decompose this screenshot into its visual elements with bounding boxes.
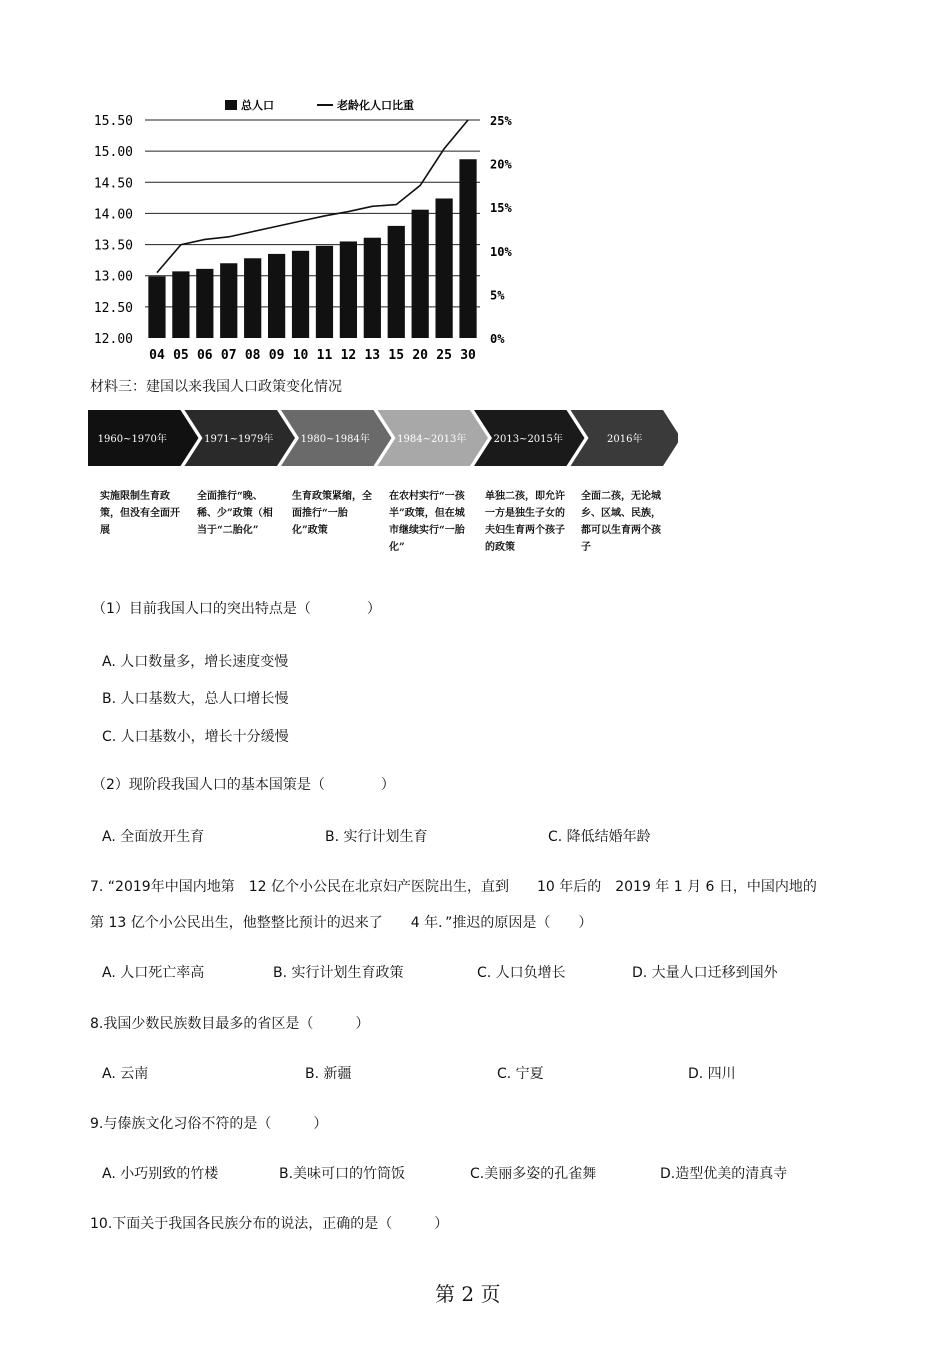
q10-stem: 10.下面关于我国各民族分布的说法，正确的是（ ） — [90, 1216, 449, 1232]
bar — [292, 251, 309, 338]
x-tick-label: 13 — [364, 348, 381, 363]
policy-timeline — [88, 410, 678, 470]
q9-option-a[interactable]: A. 小巧别致的竹楼 — [102, 1166, 219, 1182]
q1-option-a[interactable]: A. 人口数量多，增长速度变慢 — [102, 654, 289, 670]
q2-option-a[interactable]: A. 全面放开生育 — [102, 829, 205, 845]
timeline-desc-2: 全面推行“晚、稀、少”政策（相当于“二胎化” — [197, 491, 273, 536]
q9-option-c[interactable]: C.美丽多姿的孔雀舞 — [470, 1166, 597, 1182]
y-tick-label: 14.50 — [93, 176, 133, 192]
q2-option-c[interactable]: C. 降低结婚年龄 — [548, 829, 651, 845]
timeline-desc-3: 生育政策紧缩，全面推行“一胎化”政策 — [292, 491, 372, 536]
x-tick-label: 05 — [173, 348, 189, 363]
y-tick-label: 13.00 — [93, 269, 133, 285]
x-tick-label: 25 — [436, 348, 452, 363]
x-tick-label: 15 — [388, 348, 405, 363]
x-tick-label: 07 — [220, 348, 237, 363]
y-tick-label: 14.00 — [93, 207, 133, 223]
q1-stem: （1）目前我国人口的突出特点是（ ） — [92, 601, 381, 617]
q8-option-d[interactable]: D. 四川 — [688, 1066, 736, 1082]
bar — [148, 276, 165, 338]
timeline-period-label: 2016年 — [607, 434, 643, 445]
y-tick-label: 15.00 — [93, 145, 133, 161]
timeline-desc-6: 全面二孩，无论城乡、区域、民族，都可以生育两个孩子 — [581, 491, 661, 553]
x-tick-label: 20 — [412, 348, 429, 363]
q7-option-c[interactable]: C. 人口负增长 — [477, 965, 566, 981]
bar — [220, 263, 237, 338]
bar — [459, 159, 476, 338]
legend-bar-swatch — [225, 100, 237, 110]
y-tick-label: 12.00 — [93, 332, 133, 347]
y2-tick-label: 15% — [490, 201, 512, 216]
q8-option-a[interactable]: A. 云南 — [102, 1066, 149, 1082]
y2-tick-label: 0% — [490, 332, 505, 346]
q7-option-a[interactable]: A. 人口死亡率高 — [102, 965, 205, 981]
x-tick-label: 30 — [460, 348, 476, 363]
q9-option-b[interactable]: B.美味可口的竹筒饭 — [279, 1166, 406, 1182]
population-chart — [85, 92, 535, 367]
q1-option-c[interactable]: C. 人口基数小，增长十分缓慢 — [102, 729, 289, 745]
timeline-period-label: 1971~1979年 — [204, 434, 274, 445]
x-tick-label: 10 — [292, 348, 309, 363]
timeline-period-label: 1980~1984年 — [300, 434, 370, 445]
bar — [388, 226, 405, 338]
q7-option-d[interactable]: D. 大量人口迁移到国外 — [632, 965, 778, 981]
material3-title: 材料三：建国以来我国人口政策变化情况 — [90, 379, 342, 395]
page-number: 第 2 页 — [435, 1282, 501, 1306]
bar — [196, 269, 213, 338]
x-tick-label: 08 — [244, 348, 261, 363]
q2-stem: （2）现阶段我国人口的基本国策是（ ） — [92, 777, 395, 793]
timeline-period-label: 2013~2015年 — [493, 434, 563, 445]
bar — [268, 254, 285, 338]
y2-tick-label: 25% — [490, 114, 512, 128]
bar — [316, 246, 333, 338]
y-tick-label: 13.50 — [93, 238, 133, 254]
y2-tick-label: 20% — [490, 157, 512, 172]
q8-option-b[interactable]: B. 新疆 — [305, 1066, 352, 1082]
q9-option-d[interactable]: D.造型优美的清真寺 — [660, 1166, 788, 1182]
q1-option-b[interactable]: B. 人口基数大，总人口增长慢 — [102, 691, 289, 707]
y-tick-label: 15.50 — [93, 114, 133, 129]
timeline-desc-4: 在农村实行“一孩半”政策，但在城市继续实行“一胎化” — [389, 491, 465, 553]
x-tick-label: 04 — [149, 348, 165, 363]
q2-option-b[interactable]: B. 实行计划生育 — [325, 829, 428, 845]
timeline-period-label: 1984~2013年 — [397, 434, 467, 445]
q7-line1: 7. “2019年中国内地第 12 亿个小公民在北京妇产医院出生，直到 10 年后的 2019 年 1 月 6 日，中国内地的 — [90, 879, 817, 895]
bar — [364, 238, 381, 338]
y-tick-label: 12.50 — [93, 300, 133, 316]
q8-stem: 8.我国少数民族数目最多的省区是（ ） — [90, 1016, 370, 1032]
q7-option-b[interactable]: B. 实行计划生育政策 — [273, 965, 404, 981]
y2-tick-label: 5% — [490, 288, 505, 303]
bar — [412, 210, 429, 338]
legend-line-label: 老龄化人口比重 — [337, 99, 414, 112]
q8-option-c[interactable]: C. 宁夏 — [497, 1066, 544, 1082]
timeline-period-label: 1960~1970年 — [97, 434, 167, 445]
bar — [435, 198, 452, 338]
timeline-desc-1: 实施限制生育政策，但没有全面开展 — [100, 491, 180, 536]
legend-bar-label: 总人口 — [241, 99, 274, 112]
x-tick-label: 11 — [316, 348, 333, 363]
q9-stem: 9.与傣族文化习俗不符的是（ ） — [90, 1116, 328, 1132]
x-tick-label: 09 — [268, 348, 285, 363]
bar — [244, 258, 261, 338]
q7-line2: 第 13 亿个小公民出生，他整整比预计的迟来了 4 年．”推迟的原因是（ ） — [90, 915, 593, 931]
timeline-desc-5: 单独二孩，即允许一方是独生子女的夫妇生育两个孩子的政策 — [485, 491, 565, 553]
x-tick-label: 12 — [340, 348, 357, 363]
bar — [340, 241, 357, 338]
x-tick-label: 06 — [196, 348, 213, 363]
bar — [172, 271, 189, 338]
y2-tick-label: 10% — [490, 244, 512, 259]
